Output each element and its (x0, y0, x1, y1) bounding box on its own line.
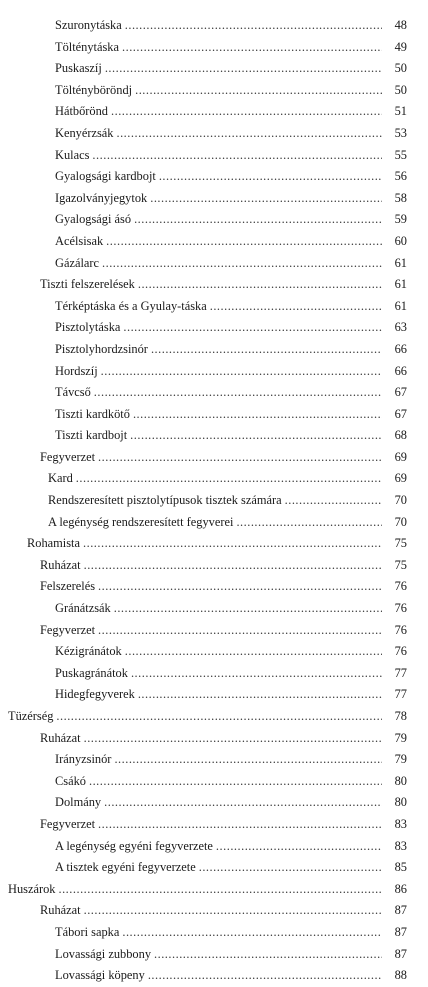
toc-entry-title: Térképtáska és a Gyulay-táska (55, 298, 207, 313)
leader-dots (148, 965, 382, 987)
toc-entry-title: Acélsisak (55, 233, 104, 248)
leader-dots (111, 101, 382, 123)
toc-entry-page: 76 (394, 622, 407, 637)
toc-entry (0, 641, 428, 663)
toc-entry-title: Tábori sapka (55, 924, 120, 939)
toc-entry-title: Tiszti felszerelések (40, 277, 135, 292)
toc-entry (0, 231, 428, 253)
toc-entry-title: Gyalogsági ásó (55, 212, 132, 227)
leader-dots (131, 663, 382, 685)
toc-entry-page: 67 (394, 406, 407, 421)
toc-entry-page: 63 (394, 320, 407, 335)
toc-entry (0, 425, 428, 447)
toc-entry-title: Rohamista (27, 536, 80, 551)
toc-entry-page: 83 (394, 816, 407, 831)
leader-dots (236, 512, 382, 534)
toc-entry-page: 76 (394, 601, 407, 616)
toc-entry (0, 533, 428, 555)
toc-entry-page: 66 (394, 363, 407, 378)
toc-entry (0, 944, 428, 966)
toc-entry (0, 296, 428, 318)
leader-dots (125, 15, 382, 37)
toc-entry-title: Gránátzsák (55, 601, 111, 616)
leader-dots (76, 468, 382, 490)
toc-entry-title: Kard (48, 471, 73, 486)
toc-entry-page: 80 (394, 773, 407, 788)
leader-dots (98, 814, 382, 836)
toc-entry (0, 512, 428, 534)
toc-entry-title: Tiszti kardkötő (55, 406, 130, 421)
toc-entry (0, 188, 428, 210)
leader-dots (98, 447, 382, 469)
leader-dots (133, 404, 382, 426)
leader-dots (102, 253, 382, 275)
toc-entry (0, 965, 428, 987)
leader-dots (122, 922, 382, 944)
leader-dots (94, 382, 382, 404)
leader-dots (98, 576, 382, 598)
toc-entry (0, 274, 428, 296)
toc-entry (0, 58, 428, 80)
toc-entry-page: 79 (394, 730, 407, 745)
toc-entry-title: Lovassági köpeny (55, 968, 145, 983)
leader-dots (101, 361, 382, 383)
toc-entry-page: 61 (394, 277, 407, 292)
toc-entry-title: Hordszíj (55, 363, 98, 378)
leader-dots (83, 533, 382, 555)
toc-entry-title: Fegyverzet (40, 816, 96, 831)
toc-entry-title: Pisztolyhordzsinór (55, 341, 148, 356)
toc-entry (0, 468, 428, 490)
toc-entry-title: Kézigránátok (55, 644, 122, 659)
leader-dots (125, 641, 382, 663)
toc-entry-page: 85 (394, 860, 407, 875)
leader-dots (138, 684, 382, 706)
toc-entry-title: Kenyérzsák (55, 125, 114, 140)
toc-entry-page: 51 (394, 104, 407, 119)
toc-entry-title: Tölténytáska (55, 39, 119, 54)
toc-entry (0, 620, 428, 642)
toc-entry (0, 37, 428, 59)
leader-dots (105, 58, 382, 80)
toc-entry-title: Gyalogsági kardbojt (55, 169, 156, 184)
toc-entry-page: 76 (394, 644, 407, 659)
toc-entry-title: Csákó (55, 773, 86, 788)
leader-dots (106, 231, 382, 253)
toc-entry-title: Fegyverzet (40, 622, 96, 637)
toc-entry-page: 76 (394, 579, 407, 594)
leader-dots (285, 490, 382, 512)
toc-entry (0, 836, 428, 858)
toc-entry (0, 922, 428, 944)
toc-entry-title: Huszárok (8, 881, 56, 896)
toc-entry (0, 80, 428, 102)
toc-entry-title: Irányzsinór (55, 752, 112, 767)
toc-entry (0, 209, 428, 231)
toc-entry-page: 87 (394, 903, 407, 918)
leader-dots (130, 425, 382, 447)
toc-entry-page: 56 (394, 169, 407, 184)
leader-dots (134, 209, 382, 231)
toc-entry-title: Kulacs (55, 147, 90, 162)
toc-entry-page: 69 (394, 471, 407, 486)
toc-entry-page: 58 (394, 190, 407, 205)
leader-dots (135, 80, 382, 102)
toc-entry-title: Ruházat (40, 557, 81, 572)
toc-entry-page: 77 (394, 665, 407, 680)
toc-entry-title: A tisztek egyéni fegyverzete (55, 860, 196, 875)
toc-entry (0, 749, 428, 771)
toc-entry (0, 857, 428, 879)
toc-entry (0, 792, 428, 814)
toc-entry-title: Hidegfegyverek (55, 687, 135, 702)
leader-dots (84, 555, 382, 577)
toc-entry-page: 49 (394, 39, 407, 54)
leader-dots (122, 37, 382, 59)
toc-entry-page: 88 (394, 968, 407, 983)
toc-entry (0, 900, 428, 922)
toc-entry-page: 50 (394, 82, 407, 97)
toc-entry-title: Dolmány (55, 795, 102, 810)
toc-entry (0, 361, 428, 383)
leader-dots (58, 879, 382, 901)
leader-dots (84, 900, 382, 922)
toc-entry (0, 576, 428, 598)
toc-entry-title: Lovassági zubbony (55, 946, 152, 961)
toc-entry-title: Tüzérség (8, 709, 54, 723)
leader-dots (89, 771, 382, 793)
leader-dots (199, 857, 382, 879)
leader-dots (116, 123, 382, 145)
leader-dots (114, 598, 382, 620)
toc-entry (0, 166, 428, 188)
leader-dots (114, 749, 382, 771)
toc-entry-page: 70 (394, 514, 407, 529)
toc-entry-page: 75 (394, 536, 407, 551)
toc-entry-page: 67 (394, 385, 407, 400)
leader-dots (56, 706, 382, 728)
toc-entry (0, 490, 428, 512)
toc-entry-page: 75 (394, 557, 407, 572)
toc-entry-page: 53 (394, 125, 407, 140)
toc-entry-page: 68 (394, 428, 407, 443)
toc-entry (0, 728, 428, 750)
toc-entry-page: 61 (394, 298, 407, 313)
toc-entry-page: 79 (394, 752, 407, 767)
toc-entry-title: Ruházat (40, 730, 81, 745)
toc-entry-title: Puskaszíj (55, 61, 102, 76)
toc-entry-title: Rendszeresített pisztolytípusok tisztek számára (48, 493, 282, 508)
toc-entry (0, 663, 428, 685)
toc-entry-page: 77 (394, 687, 407, 702)
toc-entry-page: 59 (394, 212, 407, 227)
toc-entry-title: A legénység egyéni fegyverzete (55, 838, 213, 853)
table-of-contents (0, 15, 428, 987)
toc-entry (0, 598, 428, 620)
toc-entry-page: 86 (394, 881, 407, 896)
leader-dots (154, 944, 382, 966)
toc-entry (0, 339, 428, 361)
leader-dots (150, 188, 382, 210)
toc-entry-page: 61 (394, 255, 407, 270)
toc-entry-page: 70 (394, 493, 407, 508)
toc-entry-page: 78 (394, 709, 407, 723)
toc-entry (0, 123, 428, 145)
toc-entry (0, 317, 428, 339)
toc-entry (0, 814, 428, 836)
toc-entry-page: 87 (394, 946, 407, 961)
toc-entry (0, 447, 428, 469)
toc-entry (0, 706, 428, 728)
toc-entry-page: 48 (394, 18, 407, 32)
toc-entry-page: 83 (394, 838, 407, 853)
toc-entry (0, 771, 428, 793)
toc-entry-page: 60 (394, 233, 407, 248)
leader-dots (216, 836, 382, 858)
toc-entry-title: Fegyverzet (40, 449, 96, 464)
toc-entry-title: A legénység rendszeresített fegyverei (48, 514, 234, 529)
toc-entry (0, 879, 428, 901)
toc-entry-title: Hátbőrönd (55, 104, 108, 119)
toc-entry-page: 66 (394, 341, 407, 356)
leader-dots (123, 317, 382, 339)
toc-entry (0, 382, 428, 404)
leader-dots (98, 620, 382, 642)
toc-entry-page: 69 (394, 449, 407, 464)
toc-entry-page: 50 (394, 61, 407, 76)
toc-entry (0, 253, 428, 275)
toc-entry (0, 684, 428, 706)
toc-entry-page: 87 (394, 924, 407, 939)
toc-entry (0, 15, 428, 37)
leader-dots (92, 145, 382, 167)
toc-entry-title: Puskagránátok (55, 665, 128, 680)
toc-entry (0, 101, 428, 123)
toc-entry (0, 404, 428, 426)
toc-entry-title: Töltényböröndj (55, 82, 133, 97)
toc-entry-title: Tiszti kardbojt (55, 428, 128, 443)
toc-entry-title: Pisztolytáska (55, 320, 121, 335)
toc-entry-title: Igazolványjegytok (55, 190, 148, 205)
leader-dots (138, 274, 382, 296)
toc-entry-title: Távcső (55, 385, 91, 400)
toc-entry (0, 145, 428, 167)
leader-dots (159, 166, 382, 188)
leader-dots (104, 792, 382, 814)
toc-entry (0, 555, 428, 577)
toc-entry-title: Ruházat (40, 903, 81, 918)
leader-dots (210, 296, 382, 318)
toc-entry-page: 55 (394, 147, 407, 162)
leader-dots (151, 339, 382, 361)
leader-dots (84, 728, 382, 750)
toc-entry-title: Szuronytáska (55, 18, 122, 32)
toc-entry-page: 80 (394, 795, 407, 810)
toc-entry-title: Felszerelés (40, 579, 96, 594)
toc-entry-title: Gázálarc (55, 255, 100, 270)
